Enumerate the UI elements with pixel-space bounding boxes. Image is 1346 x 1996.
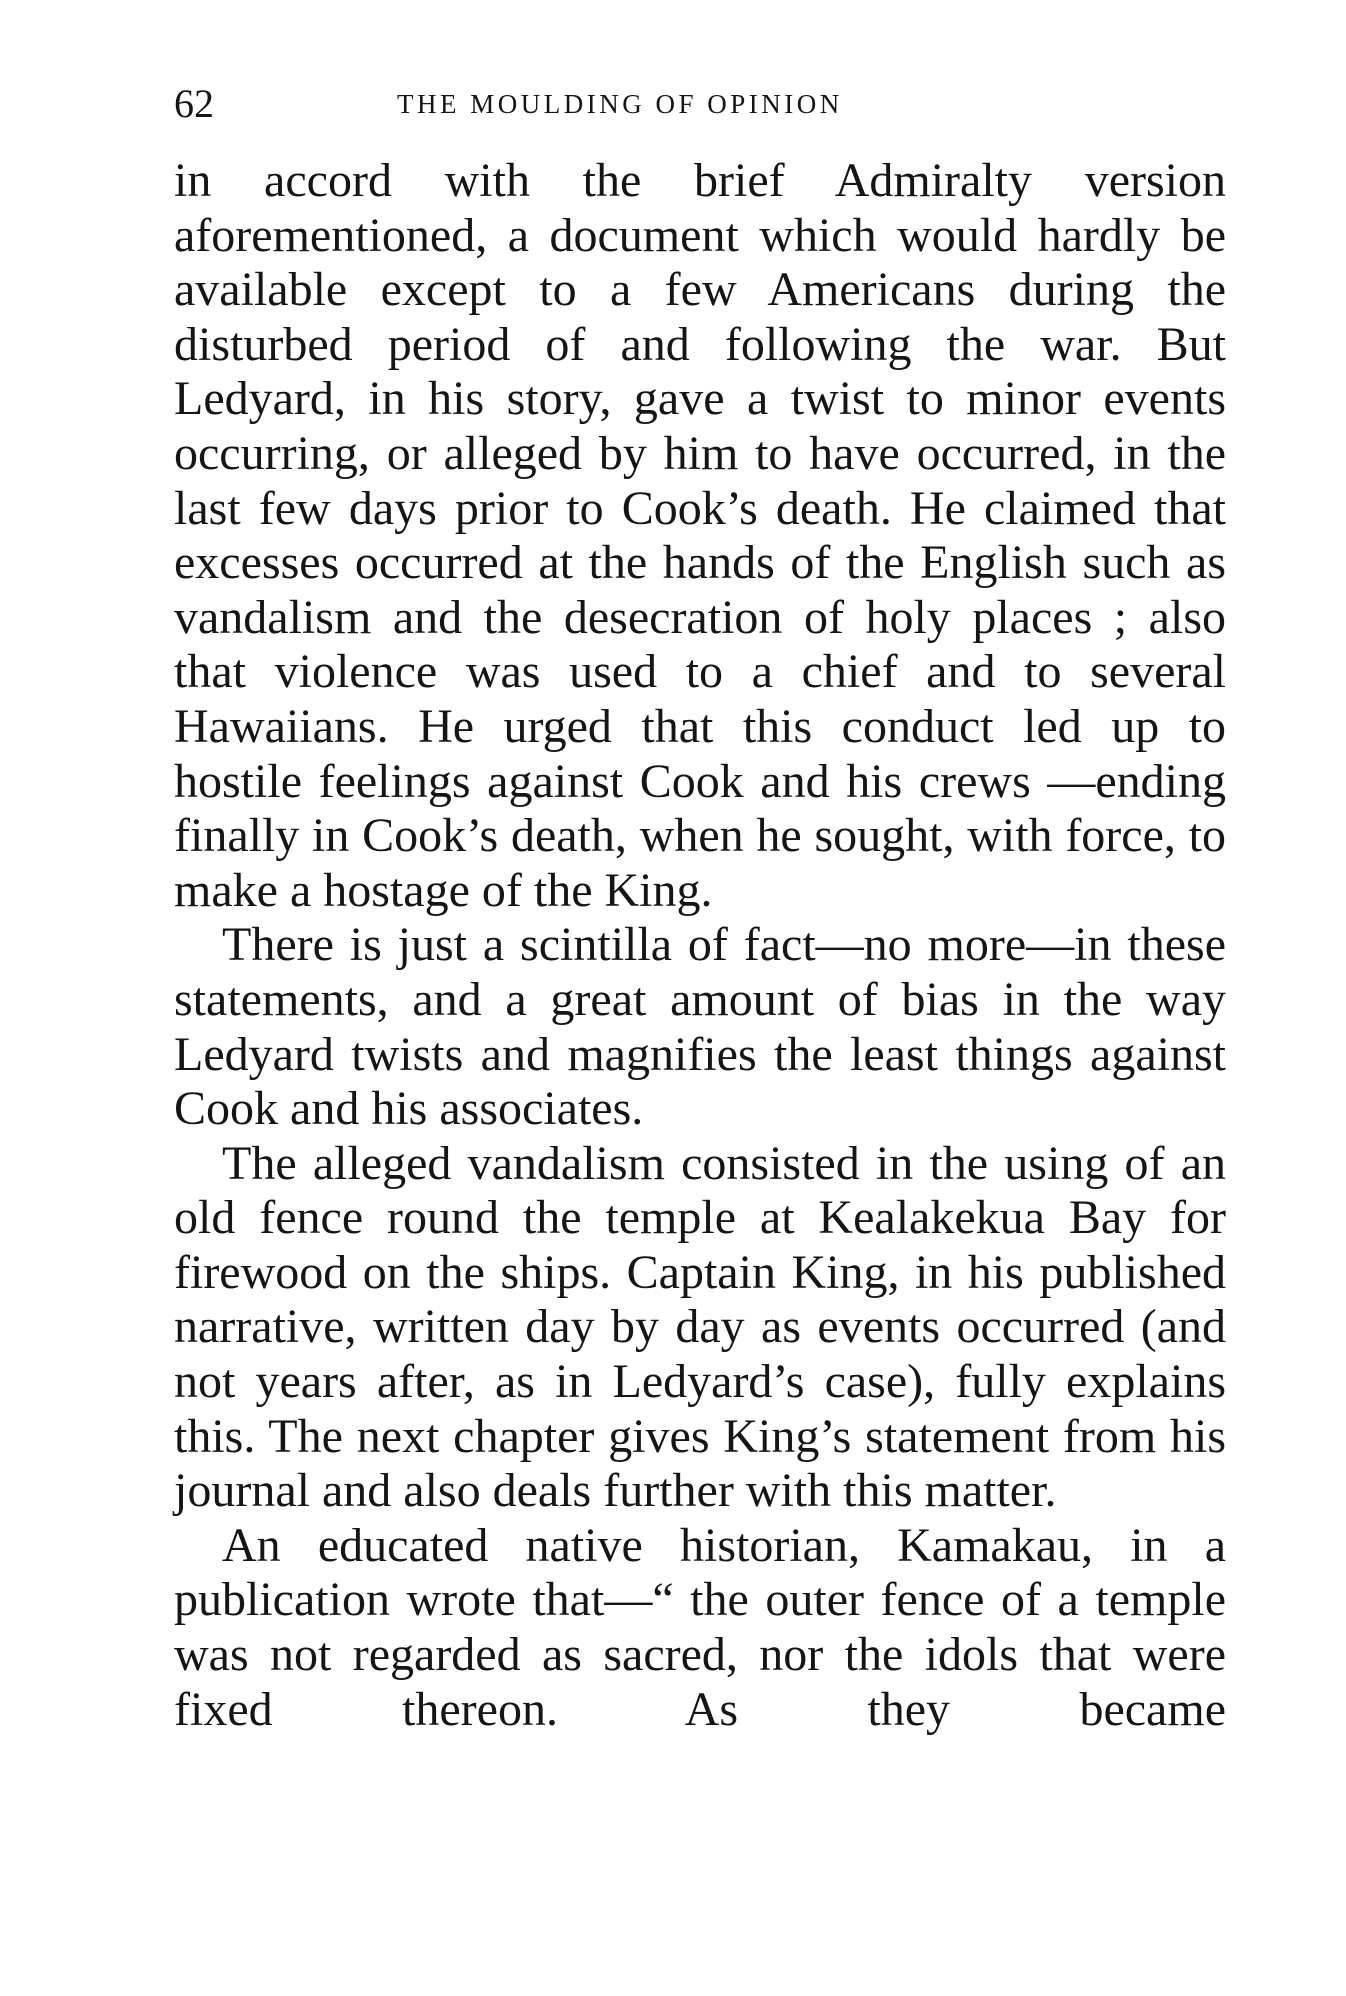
running-title: THE MOULDING OF OPINION <box>397 89 843 119</box>
running-head <box>174 74 1224 134</box>
paragraph-continued: in accord with the brief Admiralty version aforementioned, a document which would hardly be available except to a few Americans during the disturbed period of and following the war. But Ledyard, in his story, gave a twist to minor events occurring, or alleged by him to have occurred, in the last few days prior to Cook’s death. He claimed that excesses occurred at the hands of the English such as vandalism and the desecration of holy places ; also that violence was used to a chief and to several Hawaiians. He urged that this conduct led up to hostile feelings against Cook and his crews —ending finally in Cook’s death, when he sought, with force, to make a hostage of the King. <box>174 154 1226 917</box>
paragraph-vandalism: The alleged vandalism consisted in the using of an old fence round the temple at Kealakekua Bay for firewood on the ships. Captain King, in his published narrative, written day by day as events occurred (and not years after, as in Ledyard’s case), fully explains this. The next chapter gives King’s statement from his journal and also deals further with this matter. <box>174 1136 1226 1518</box>
paragraph-kamakau: An educated native historian, Kamakau, in a publication wrote that—“ the outer fence of a temple was not regarded as sacred, nor the idols that were fixed thereon. As they became <box>174 1518 1226 1736</box>
page-number: 62 <box>174 81 214 126</box>
paragraph-scintilla: There is just a scintilla of fact—no more—in these statements, and a great amount of bias in the way Ledyard twists and magnifies the least things against Cook and his associates. <box>174 918 1226 1136</box>
body-text <box>174 154 1226 1737</box>
